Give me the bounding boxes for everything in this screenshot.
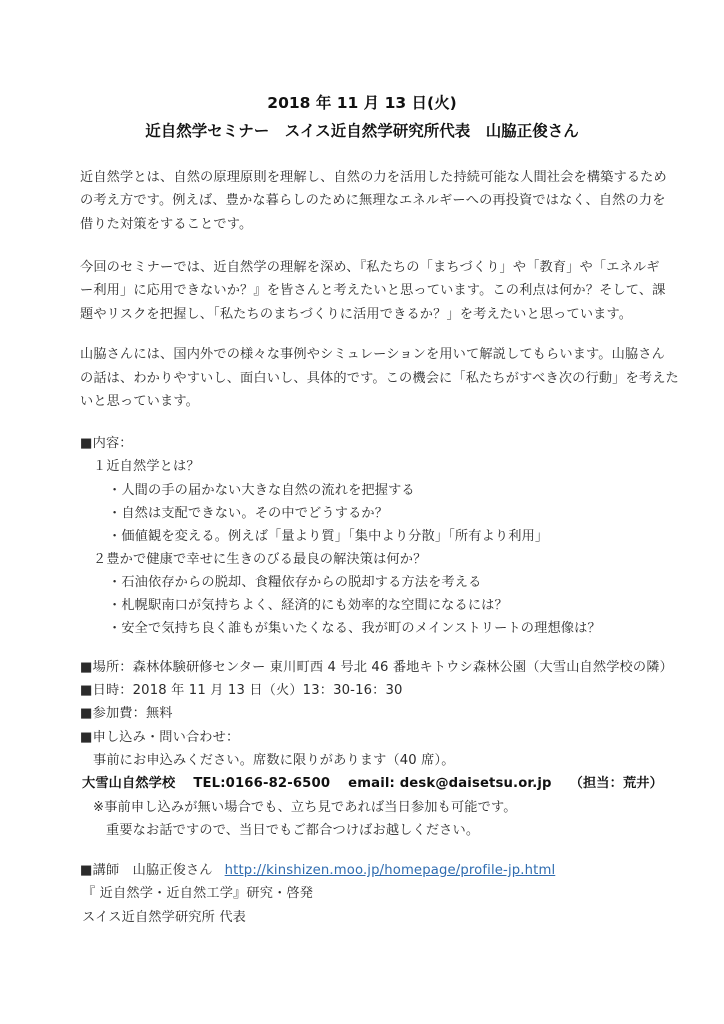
lecturer-affiliation: スイス近自然学研究所 代表 [82,910,246,925]
datetime-line: ■日時：2018 年 11 月 13 日（火）13：30-16：30 [80,683,403,698]
intro-p2-line3: 題やリスクを把握し、「私たちのまちづくりに活用できるか？」を考えたいと思っています。 [80,307,633,322]
intro-p3-line3: いと思っています。 [80,394,199,409]
intro-p3-line2: の話は、わかりやすいし、面白いし、具体的です。この機会に「私たちがすべき次の行動」を考えた [80,371,679,386]
section-1-item-3: ・価値観を変える。例えば「量より質」「集中より分散」「所有より利用」 [108,529,549,544]
section-2-item-2: ・札幌駅南口が気持ちよく、経済的にも効率的な空間になるには？ [108,598,508,613]
venue-line: ■場所：森林体験研修センター 東川町西 4 号北 46 番地キトウシ森林公園（大雪山自然学校の隣） [80,660,673,675]
walkin-note-2: 重要なお話ですので、当日でもご都合つけばお越しください。 [106,823,480,838]
section-1-item-2: ・自然は支配できない。その中でどうするか？ [108,506,389,521]
intro-p2-line1: 今回のセミナーでは、近自然学の理解を深め、『私たちの「まちづくり」や「教育」や「エネルギ [80,260,660,275]
section-1-item-1: ・人間の手の届かない大きな自然の流れを把握する [108,483,415,498]
walkin-note-1: ※事前申し込みが無い場合でも、立ち見であれば当日参加も可能です。 [93,800,517,815]
lecturer-label: ■講師 山脇正俊さん [80,863,213,878]
intro-p3-line1: 山脇さんには、国内外での様々な事例やシミュレーションを用いて解説してもらいます。山脇さん [80,347,665,362]
contact-line [82,775,663,793]
contents-heading: ■内容： [80,436,133,451]
lecturer-profile-link[interactable]: http://kinshizen.moo.jp/homepage/profile-jp.html [224,863,556,878]
page-title: 近自然学セミナー スイス近自然学研究所代表 山脇正俊さん [145,122,579,140]
intro-p1-line1: 近自然学とは、自然の原理原則を理解し、自然の力を活用した持続可能な人間社会を構築するため [80,170,667,185]
inquiry-heading: ■申し込み・問い合わせ： [80,730,240,745]
lecturer-line [80,862,555,880]
lecturer-research: 『 近自然学・近自然工学』研究・啓発 [82,886,314,901]
section-1-title: １近自然学とは？ [93,459,200,474]
intro-p2-line2: ー利用」に応用できないか？』を皆さんと考えたいと思っています。この利点は何か？そして、課 [80,283,666,298]
section-2-item-3: ・安全で気持ち良く誰もが集いたくなる、我が町のメインストリートの理想像は？ [108,621,601,636]
contact-person: （担当：荒井） [569,776,663,791]
section-2-item-1: ・石油依存からの脱却、食糧依存からの脱却する方法を考える [108,575,482,590]
contact-tel: TEL:0166-82-6500 [193,776,331,791]
event-date: 2018 年 11 月 13 日(火) [267,94,457,112]
contact-org: 大雪山自然学校 [82,776,176,791]
intro-p1-line3: 借りた対策をすることです。 [80,217,253,232]
contact-email[interactable]: email: desk@daisetsu.or.jp [348,776,552,791]
fee-line: ■参加費：無料 [80,706,173,721]
section-2-title: ２豊かで健康で幸せに生きのびる最良の解決策は何か？ [93,552,427,567]
intro-p1-line2: の考え方です。例えば、豊かな暮らしのために無理なエネルギーへの再投資ではなく、自然の力を [80,193,666,208]
inquiry-note: 事前にお申込みください。席数に限りがあります（40 席）。 [93,753,455,768]
